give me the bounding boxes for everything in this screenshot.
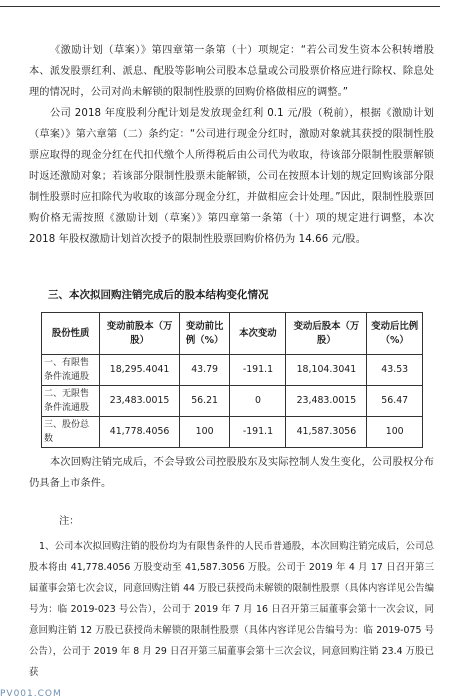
table-cell: 三、股份总数 [42, 417, 100, 448]
table-cell: 43.79 [179, 355, 230, 386]
table-cell: 43.53 [367, 355, 423, 386]
table-header-cell: 股份性质 [42, 313, 100, 355]
table-cell: 23,483.0015 [286, 386, 367, 417]
paragraph-dividend-adjustment: 公司 2018 年度股利分配计划是发放现金红利 0.1 元/股（税前），根据《激励计划（草案）》第六章第（二）条约定：“公司进行现金分红时，激励对象就其获授的限制性股票应取得的现金分红在代扣代缴个人所得税后由公司代为收取，待该部分限制性股票解锁时返还激励对象；若该部分限制性股票未能解锁，公司在按照本计划的规定回购该部分限制性股票时应扣除代为收取的该部分现金分红，并做相应会计处理。”因此，限制性股票回购价格无需按照《激励计划（草案）》第四章第一条第（十）项的规定进行调整，本次 2018 年股权激励计划首次授予的限制性股票回购价格仍为 14.66 元/股。 [29, 108, 434, 245]
table-cell: 一、有限售条件流通股 [42, 355, 100, 386]
table-header-cell: 本次变动 [230, 313, 286, 355]
paragraph-incentive-plan-clause: 《激励计划（草案）》第四章第一条第（十）项规定：“若公司发生资本公积转增股本、派发股票红利、派息、配股等影响公司股本总量或公司股票价格应进行除权、除息处理的情况时，公司对尚未解锁的限制性股票的回购价格做相应的调整。” [29, 45, 434, 98]
share-structure-table [41, 312, 423, 448]
table-cell: 100 [179, 417, 230, 448]
table-cell: 二、无限售条件流通股 [42, 386, 100, 417]
table-cell: 56.47 [367, 386, 423, 417]
table-cell: 0 [230, 386, 286, 417]
table-header-row [42, 313, 423, 355]
table-cell: 100 [367, 417, 423, 448]
table-cell: -191.1 [230, 417, 286, 448]
table-cell: 41,587.3056 [286, 417, 367, 448]
paragraph-control-unchanged: 本次回购注销完成后，不会导致公司控股股东及实际控制人发生变化，公司股权分布仍具备上市条件。 [29, 457, 434, 489]
table-cell: 18,295.4041 [100, 355, 179, 386]
section-heading: 三、本次拟回购注销完成后的股本结构变化情况 [48, 289, 269, 301]
table-row [42, 355, 423, 386]
watermark: PV001.COM [0, 689, 62, 699]
table-header-cell: 变动后比例（%） [367, 313, 423, 355]
table-cell: -191.1 [230, 355, 286, 386]
table-cell: 18,104.3041 [286, 355, 367, 386]
table-header-cell: 变动前股本（万股） [100, 313, 179, 355]
table-row [42, 386, 423, 417]
footnote-1: 1、公司本次拟回购注销的股份均为有限售条件的人民币普通股，本次回购注销完成后，公司总股本将由 41,778.4056 万股变动至 41,587.3056 万股。公司于 2019 年 4 月 17 日召开第三届董事会第七次会议，同意回购注销 44 万股已获授尚未解锁的限制性股票（具体内容详见公告编号为：临 2019-023 号公告），公司于 2019 年 7 月 16 日召开第三届董事会第十一次会议，同意回购注销 12 万股已获授尚未解锁的限制性股票（具体内容详见公告编号为：临 2019-075 号公告），公司于 2019 年 8 月 29 日召开第三届董事会第十三次会议，同意回购注销 23.4 万股已获 [29, 541, 434, 678]
table-cell: 56.21 [179, 386, 230, 417]
note-title: 注： [59, 516, 80, 527]
table-header-cell: 变动后股本（万股） [286, 313, 367, 355]
table-cell: 41,778.4056 [100, 417, 179, 448]
table-row [42, 417, 423, 448]
table-cell: 23,483.0015 [100, 386, 179, 417]
table-header-cell: 变动前比例（%） [179, 313, 230, 355]
top-divider [0, 6, 440, 7]
